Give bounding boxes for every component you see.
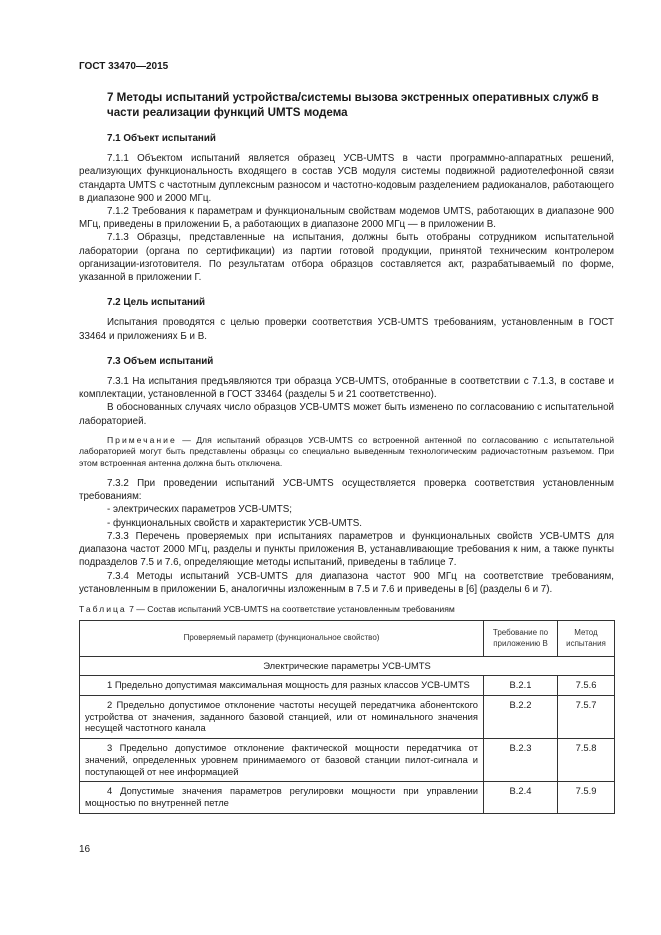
table-row bbox=[80, 782, 615, 814]
section-title: 7 Методы испытаний устройства/системы вызова экстренных оперативных служб в части реализации функций UMTS модема bbox=[107, 91, 599, 119]
row-4-req: В.2.4 bbox=[484, 782, 558, 814]
paragraph-7-3-1-cont: В обоснованных случаях число образцов УСВ-UMTS может быть изменено по согласованию с испытательной лабораторией. bbox=[79, 402, 614, 427]
table-caption bbox=[79, 603, 614, 616]
standard-header: ГОСТ 33470—2015 bbox=[79, 61, 169, 72]
row-3-req: В.2.3 bbox=[484, 739, 558, 782]
subsection-7-2-title: 7.2 Цель испытаний bbox=[107, 297, 205, 309]
note-text: — Для испытаний образцов УСВ-UMTS со встроенной антенной по согласованию с испытательной лабораторией могут быть представлены образцы со специально выведенным технологическим радиочастотным разъемом. При этом встроенная антенна должна быть отключена. bbox=[79, 434, 614, 468]
row-4-param: 4 Допустимые значения параметров регулировки мощности при управлении мощностью по внутренней петле bbox=[80, 782, 484, 814]
table-caption-label: Таблица bbox=[79, 603, 127, 614]
group-electrical: Электрические параметры УСВ-UMTS bbox=[80, 657, 615, 676]
table-caption-text: 7 — Состав испытаний УСВ-UMTS на соответствие установленным требованиям bbox=[126, 603, 455, 614]
row-1-method: 7.5.6 bbox=[558, 675, 615, 695]
row-3-method: 7.5.8 bbox=[558, 739, 615, 782]
paragraph-7-3-3: 7.3.3 Перечень проверяемых при испытаниях параметров и функциональных свойств УСВ-UMTS для диапазона частот 2000 МГц, разделы и пункты приложения В, устанавливающие требования к ним, а также пункты подразделов 7.5 и 7.6, определяющие методы испытаний, приведены в таблице 7. bbox=[79, 530, 614, 569]
table-row bbox=[80, 695, 615, 738]
subsection-7-3-title: 7.3 Объем испытаний bbox=[107, 355, 214, 367]
list-item-electrical: - электрических параметров УСВ-UMTS; bbox=[107, 504, 292, 516]
paragraph-7-3-4: 7.3.4 Методы испытаний УСВ-UMTS для диапазона частот 900 МГц на соответствие требованиям, установленным в приложении Б, аналогичны изложенным в 7.5 и 7.6 и приведены в [6] (разделы 6 и 7). bbox=[79, 570, 614, 595]
header-method: Метод испытания bbox=[558, 621, 615, 657]
row-1-param: 1 Предельно допустимая максимальная мощность для разных классов УСВ-UMTS bbox=[80, 675, 484, 695]
table-row bbox=[80, 675, 615, 695]
tests-table bbox=[79, 620, 615, 814]
note-label: Примечание bbox=[107, 434, 177, 445]
header-requirement: Требование по приложению В bbox=[484, 621, 558, 657]
table-header-row bbox=[80, 621, 615, 657]
note bbox=[79, 435, 614, 469]
paragraph-7-3-1: 7.3.1 На испытания предъявляются три образца УСВ-UMTS, отобранные в соответствии с 7.1.3, в составе и комплектации, установленной в ГОСТ 33464 (разделы 5 и 21 соответственно). bbox=[79, 376, 614, 401]
row-2-param: 2 Предельно допустимое отклонение частоты несущей передатчика абонентского устройства от значения, заданного базовой станцией, или от номинального значения несущей частотного канала bbox=[80, 695, 484, 738]
paragraph-7-1-2: 7.1.2 Требования к параметрам и функциональным свойствам модемов UMTS, работающих в диапазоне 900 МГц, приведены в приложении Б, а работающих в диапазоне 2000 МГц — в приложении В. bbox=[79, 206, 614, 231]
row-2-req: В.2.2 bbox=[484, 695, 558, 738]
row-4-method: 7.5.9 bbox=[558, 782, 615, 814]
paragraph-7-3-2: 7.3.2 При проведении испытаний УСВ-UMTS осуществляется проверка соответствия установленным требованиям: bbox=[79, 478, 614, 503]
subsection-7-1-title: 7.1 Объект испытаний bbox=[107, 133, 216, 144]
table-group-row bbox=[80, 657, 615, 676]
row-1-req: В.2.1 bbox=[484, 675, 558, 695]
header-parameter: Проверяемый параметр (функциональное свойство) bbox=[80, 621, 484, 657]
row-2-method: 7.5.7 bbox=[558, 695, 615, 738]
page-number: 16 bbox=[79, 844, 91, 855]
paragraph-7-1-1: 7.1.1 Объектом испытаний является образец УСВ-UMTS в части программно-аппаратных решений, реализующих функциональность входящего в состав УСВ модуля системы подвижной радиотелефонной связи стандарта UMTS с частотным дуплексным разносом и частотно-кодовым разделением радиоканалов, работающего в диапазоне 900 и 2000 МГц. bbox=[79, 153, 614, 204]
row-3-param: 3 Предельно допустимое отклонение фактической мощности передатчика от значений, определенных уровнем принимаемого от базовой станции пилот-сигнала и поступающей от нее информацией bbox=[80, 739, 484, 782]
page-content bbox=[79, 90, 614, 814]
paragraph-7-2: Испытания проводятся с целью проверки соответствия УСВ-UMTS требованиям, установленным в ГОСТ 33464 и приложениях Б и В. bbox=[79, 317, 614, 342]
table-row bbox=[80, 739, 615, 782]
list-item-functional: - функциональных свойств и характеристик УСВ-UMTS. bbox=[107, 517, 362, 529]
paragraph-7-1-3: 7.1.3 Образцы, представленные на испытания, должны быть отобраны сотрудником испытательной лаборатории (органа по сертификации) из партии готовой продукции, принятой техническим контролером организации-изготовителя. По результатам отбора образцов составляется акт, разрабатываемый по форме, указанной в приложении Г. bbox=[79, 232, 614, 284]
